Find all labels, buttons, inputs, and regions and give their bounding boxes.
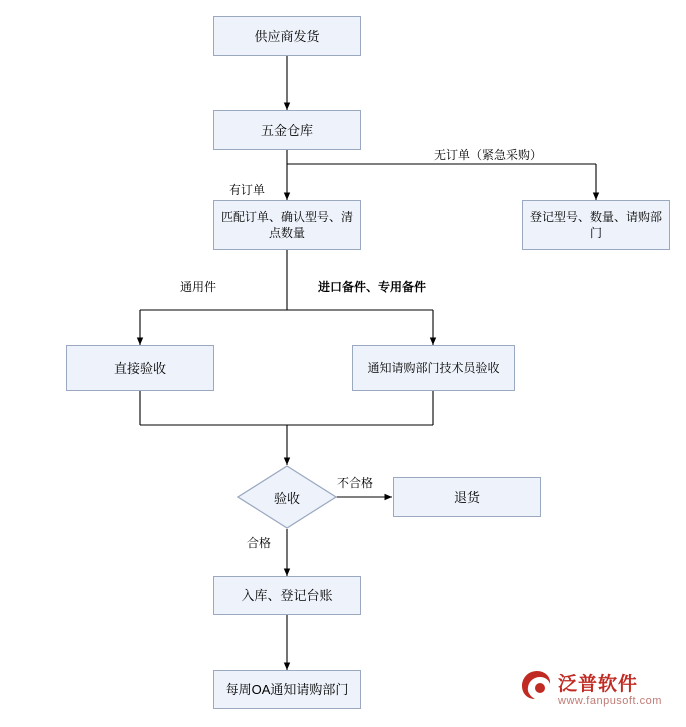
watermark [520,667,680,719]
edge-label-common-part: 通用件 [180,280,217,294]
node-inspection-label: 验收 [273,490,300,506]
node-match-order-label: 匹配订单、确认型号、清点数量 [220,210,353,240]
brand-logo-icon [520,669,554,701]
node-register-model[interactable] [522,200,670,250]
node-stock-in-label: 入库、登记台账 [241,588,333,603]
node-supplier-label: 供应商发货 [254,28,320,44]
node-return-goods-label: 退货 [453,489,480,505]
edge-label-no-order: 无订单（紧急采购） [434,148,543,162]
node-notify-tech[interactable] [352,345,515,391]
edge-label-pass: 合格 [247,536,272,550]
node-direct-accept[interactable] [66,345,214,391]
edge-label-fail: 不合格 [337,476,374,490]
node-weekly-oa-label: 每周OA通知请购部门 [225,682,349,697]
node-weekly-oa[interactable] [213,670,361,709]
node-return-goods[interactable] [393,477,541,517]
node-register-model-label: 登记型号、数量、请购部门 [529,210,662,240]
node-direct-accept-label: 直接验收 [113,360,166,376]
edge-label-has-order: 有订单 [229,183,266,197]
edge-label-import-part: 进口备件、专用备件 [318,280,427,294]
node-inspection[interactable] [237,465,337,529]
brand-url: www.fanpusoft.com [558,695,662,707]
brand-name: 泛普软件 [558,674,639,695]
node-supplier[interactable] [213,16,361,56]
node-stock-in[interactable] [213,576,361,615]
node-hardware-warehouse-label: 五金仓库 [260,122,313,138]
node-notify-tech-label: 通知请购部门技术员验收 [367,361,500,375]
node-hardware-warehouse[interactable] [213,110,361,150]
node-match-order[interactable] [213,200,361,250]
